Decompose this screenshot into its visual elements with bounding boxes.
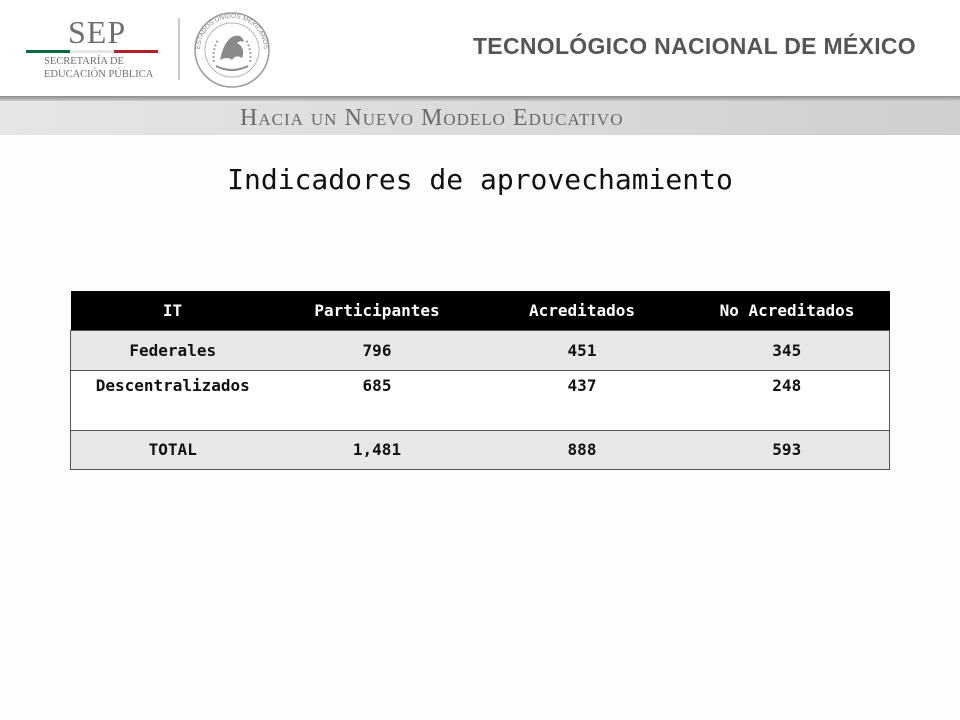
flag-stripe (26, 50, 158, 53)
table-cell: 593 (685, 431, 890, 470)
table-header-row (71, 291, 890, 331)
sep-logo-line2: EDUCACIÓN PÚBLICA (44, 69, 154, 80)
sep-logo-line1: SECRETARÍA DE (44, 56, 124, 67)
table-row (71, 371, 890, 431)
col-header-participantes: Participantes (275, 291, 480, 331)
table-cell: Federales (71, 331, 275, 371)
table-row (71, 331, 890, 371)
sep-logo-word: SEP (68, 14, 127, 50)
table-cell: 451 (480, 331, 685, 371)
results-table (70, 291, 890, 470)
seal-text: ESTADOS UNIDOS MEXICANOS (194, 12, 270, 50)
slide-title: Indicadores de aprovechamiento (227, 163, 733, 196)
table-cell: 248 (685, 371, 890, 431)
col-header-no-acreditados: No Acreditados (685, 291, 890, 331)
org-name: TECNOLÓGICO NACIONAL DE MÉXICO (472, 33, 916, 59)
col-header-it: IT (71, 291, 275, 331)
table-cell: 1,481 (275, 431, 480, 470)
table-cell: 437 (480, 371, 685, 431)
table-cell: 345 (685, 331, 890, 371)
table-row (71, 431, 890, 470)
tagline-band (0, 101, 960, 135)
sep-logo (26, 14, 166, 84)
table-cell: 685 (275, 371, 480, 431)
header-divider (178, 18, 180, 80)
table-cell: 888 (480, 431, 685, 470)
tagline-text: Hacia un Nuevo Modelo Educativo (240, 105, 624, 131)
table-cell: Descentralizados (71, 371, 275, 431)
national-seal-icon (190, 10, 274, 90)
col-header-acreditados: Acreditados (480, 291, 685, 331)
table-cell: TOTAL (71, 431, 275, 470)
header (0, 0, 960, 98)
table-cell: 796 (275, 331, 480, 371)
